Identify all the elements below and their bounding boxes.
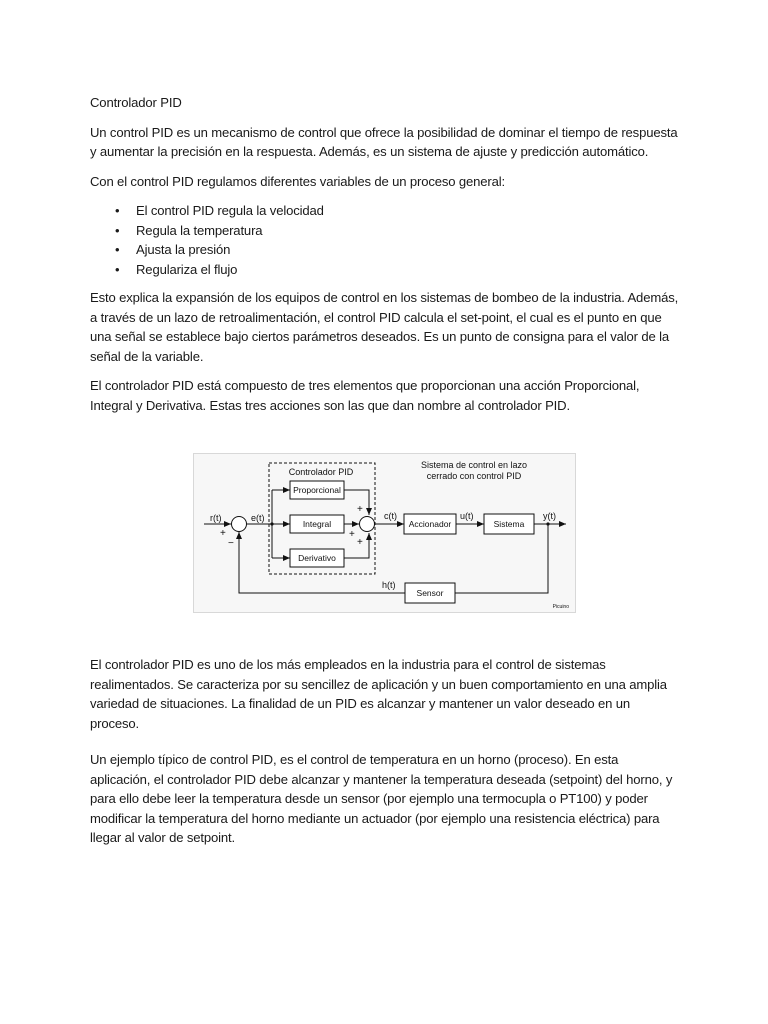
block-sistema-label: Sistema xyxy=(493,519,525,529)
sign-plus-1: + xyxy=(220,528,226,539)
paragraph-usage: El controlador PID es uno de los más empleados en la industria para el control de sistemas realimentados. Se caracteriza por su sencillez de aplicación y un buen comportamiento en una amplia variedad de situaciones. La finalidad de un PID es alcanzar y mantener un valor deseado en un proceso. xyxy=(90,657,667,731)
signal-u-label: u(t) xyxy=(460,511,474,521)
pid-block-diagram xyxy=(193,453,576,613)
list-item: • El control PID regula la velocidad xyxy=(136,201,680,221)
summing-junction-2 xyxy=(360,517,375,532)
paragraph-elements: El controlador PID está compuesto de tres elementos que proporcionan una acción Proporcional, Integral y Derivativa. Estas tres acciones son las que dan nombre al controlador PID. xyxy=(90,378,640,413)
paragraph-example: Un ejemplo típico de control PID, es el control de temperatura en un horno (proceso). En esta aplicación, el controlador PID debe alcanzar y mantener la temperatura deseada (setpoint) del horno, y para ello debe leer la temperatura desde un sensor (por ejemplo una termocupla o PT100) y poder modificar la temperatura del horno mediante un actuador (por ejemplo una resistencia eléctrica) para llegar al valor de setpoint. xyxy=(90,752,673,845)
summing-junction-1 xyxy=(232,517,247,532)
document-body-upper xyxy=(90,93,680,425)
controller-label: Controlador PID xyxy=(288,467,354,477)
block-integral-label: Integral xyxy=(302,519,332,529)
paragraph-setpoint: Esto explica la expansión de los equipos de control en los sistemas de bombeo de la industria. Además, a través de un lazo de retroalimentación, el control PID calcula el set-point, el cual es el punto en que una señal se establece bajo ciertos parámetros deseados. Es un punto de consigna para el valor de la señal de la variable. xyxy=(90,290,679,364)
paragraph-intro: Un control PID es un mecanismo de control que ofrece la posibilidad de dominar el tiempo de respuesta y aumentar la precisión en la respuesta. Además, es un sistema de ajuste y predicción automático. xyxy=(90,124,678,159)
signal-e-label: e(t) xyxy=(251,513,265,523)
block-accionador-label: Accionador xyxy=(408,519,452,529)
list-item: • Regulariza el flujo xyxy=(136,260,680,280)
diagram-caption-line-1: Sistema de control en lazo xyxy=(420,460,528,470)
block-sensor-label: Sensor xyxy=(416,588,444,598)
variables-list xyxy=(90,201,680,279)
sign-minus-1: − xyxy=(228,538,234,549)
list-item: • Regula la temperatura xyxy=(136,221,680,241)
signal-y-label: y(t) xyxy=(543,511,556,521)
sign-plus-2: + xyxy=(357,504,363,515)
list-item: • Ajusta la presión xyxy=(136,240,680,260)
pid-diagram-svg xyxy=(194,454,575,612)
paragraph-variables: Con el control PID regulamos diferentes variables de un proceso general: xyxy=(90,173,505,189)
signal-c-label: c(t) xyxy=(384,511,397,521)
block-derivativo-label: Derivativo xyxy=(298,553,336,563)
diagram-caption-line-2: cerrado con control PID xyxy=(426,471,522,481)
sign-plus-3: + xyxy=(349,529,355,540)
diagram-credit: Picuino xyxy=(552,604,569,610)
block-proporcional-label: Proporcional xyxy=(293,485,341,495)
sign-plus-4: + xyxy=(357,537,363,548)
signal-r-label: r(t) xyxy=(210,513,222,523)
document-title: Controlador PID xyxy=(90,95,182,110)
signal-h-label: h(t) xyxy=(382,580,396,590)
